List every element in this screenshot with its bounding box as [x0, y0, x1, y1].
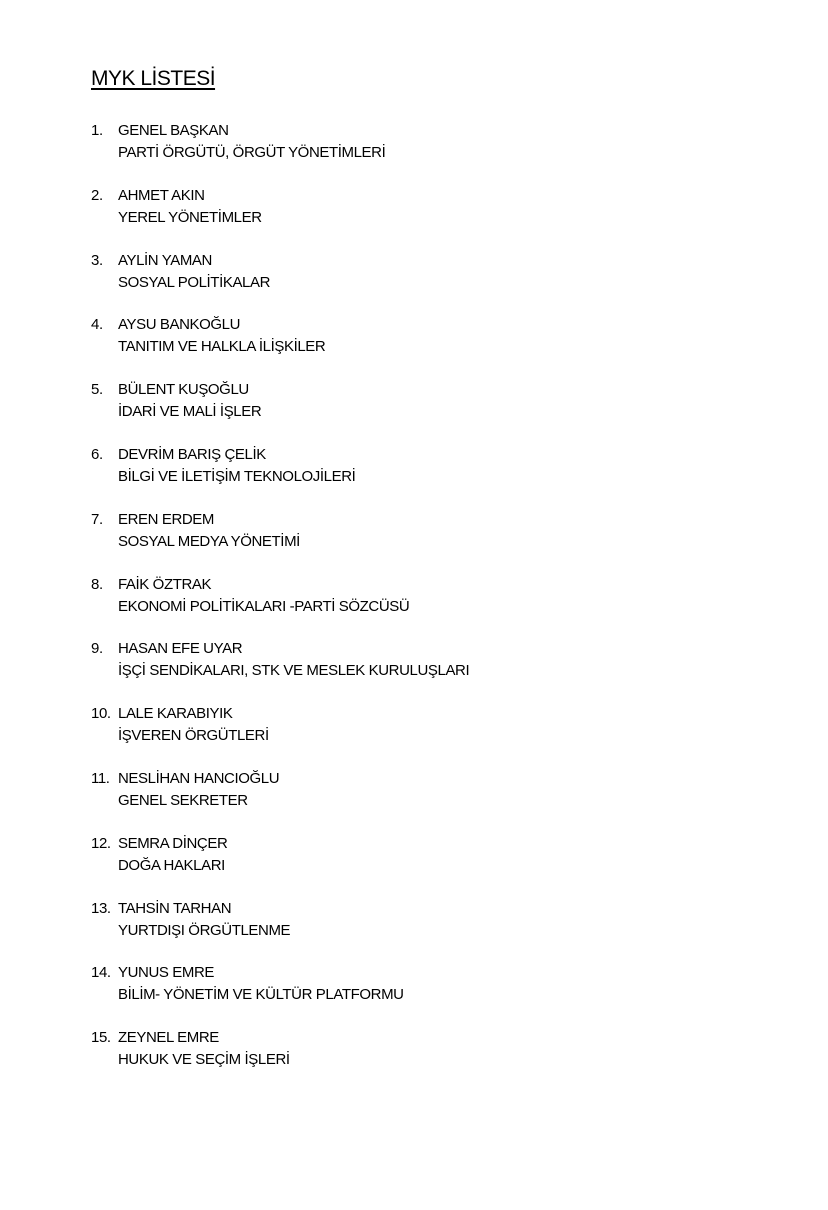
item-number: 14.	[91, 964, 111, 982]
member-name: DEVRİM BARIŞ ÇELİK	[118, 445, 266, 463]
item-number: 11.	[91, 769, 110, 787]
item-number: 2.	[91, 186, 103, 204]
member-name: ZEYNEL EMRE	[118, 1029, 219, 1047]
item-number: 15.	[91, 1029, 111, 1047]
item-number: 10.	[91, 705, 111, 723]
member-name: TAHSİN TARHAN	[118, 899, 232, 917]
item-number: 9.	[91, 640, 103, 658]
member-name: FAİK ÖZTRAK	[118, 575, 212, 593]
member-role: YURTDIŞI ÖRGÜTLENME	[118, 921, 291, 939]
member-name: EREN ERDEM	[118, 510, 215, 528]
item-number: 13.	[91, 899, 111, 917]
item-number: 6.	[91, 445, 103, 463]
member-name: BÜLENT KUŞOĞLU	[118, 381, 249, 399]
item-number: 7.	[91, 510, 103, 528]
member-name: NESLİHAN HANCIOĞLU	[118, 769, 280, 787]
member-name: SEMRA DİNÇER	[118, 834, 228, 852]
member-role: YEREL YÖNETİMLER	[118, 208, 262, 226]
member-role: GENEL SEKRETER	[118, 791, 248, 809]
item-number: 5.	[91, 381, 103, 399]
member-role: İŞÇİ SENDİKALARI, STK VE MESLEK KURULUŞLARI	[118, 662, 470, 680]
member-name: HASAN EFE UYAR	[118, 640, 243, 658]
item-number: 12.	[91, 834, 111, 852]
member-role: EKONOMİ POLİTİKALARI -PARTİ SÖZCÜSÜ	[118, 597, 410, 615]
member-role: SOSYAL POLİTİKALAR	[118, 273, 271, 291]
item-number: 3.	[91, 251, 103, 269]
member-role: HUKUK VE SEÇİM İŞLERİ	[118, 1051, 290, 1069]
member-name: AYLİN YAMAN	[118, 251, 212, 269]
member-role: TANITIM VE HALKLA İLİŞKİLER	[118, 338, 326, 356]
member-role: İŞVEREN ÖRGÜTLERİ	[118, 727, 269, 745]
item-number: 1.	[91, 122, 103, 139]
member-role: PARTİ ÖRGÜTÜ, ÖRGÜT YÖNETİMLERİ	[118, 144, 386, 161]
member-role: BİLİM- YÖNETİM VE KÜLTÜR PLATFORMU	[118, 986, 404, 1004]
item-number: 4.	[91, 316, 103, 334]
member-name: AYSU BANKOĞLU	[118, 316, 241, 334]
member-role: BİLGİ VE İLETİŞİM TEKNOLOJİLERİ	[118, 467, 356, 485]
member-role: DOĞA HAKLARI	[118, 856, 225, 874]
member-role: SOSYAL MEDYA YÖNETİMİ	[118, 532, 300, 550]
member-name: YUNUS EMRE	[118, 964, 215, 982]
member-role: İDARİ VE MALİ İŞLER	[118, 403, 262, 421]
member-name: GENEL BAŞKAN	[118, 122, 229, 139]
document-title: MYK LİSTESİ	[91, 67, 216, 90]
item-number: 8.	[91, 575, 103, 593]
member-name: LALE KARABIYIK	[118, 705, 233, 723]
member-name: AHMET AKIN	[118, 186, 205, 204]
